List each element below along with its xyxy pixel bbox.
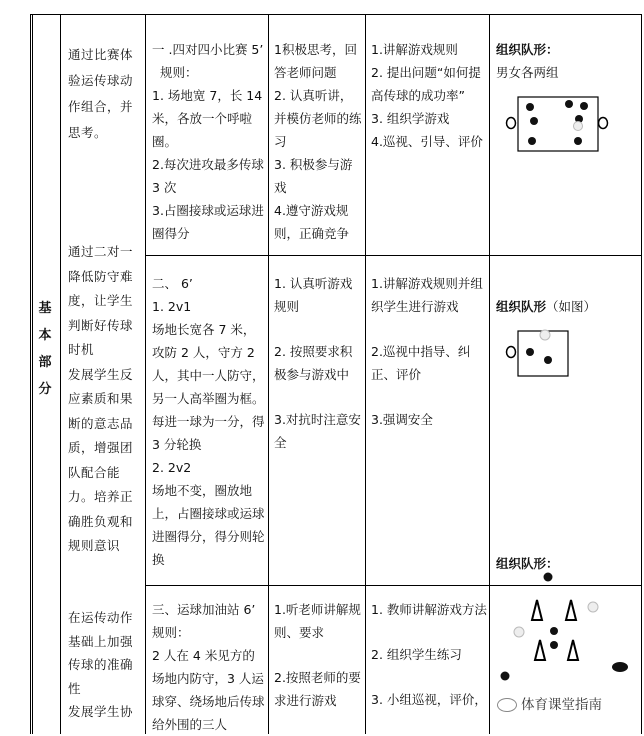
content-line: 2. 2v2 xyxy=(152,460,192,475)
content-line: 一 .四对四小比赛 5’ xyxy=(152,42,264,57)
teacher-line: 3.强调安全 xyxy=(371,412,433,427)
teacher-cell xyxy=(371,38,487,153)
student-line: 3.对抗时注意安全 xyxy=(274,412,361,450)
teacher-line: 1. 教师讲解游戏方法 xyxy=(371,602,487,617)
teacher-line: 2.巡视中指导、纠正、评价 xyxy=(371,344,471,382)
column-divider xyxy=(60,14,61,734)
org-title: 组织队形 xyxy=(496,299,547,314)
student-line: 2.按照老师的要求进行游戏 xyxy=(274,670,361,708)
content-cell xyxy=(152,272,266,571)
section-label-char: 本 xyxy=(38,328,52,343)
wechat-icon xyxy=(497,698,517,712)
goal-cell xyxy=(68,42,140,146)
content-line: 2.每次进攻最多传球 3 次 xyxy=(152,157,264,195)
student-line: 3. 积极参与游戏 xyxy=(274,157,353,195)
content-line: 二、 6’ xyxy=(152,276,193,291)
goal-cell xyxy=(68,606,140,724)
row-divider xyxy=(145,255,642,256)
student-line: 1. 认真听游戏规则 xyxy=(274,276,353,314)
teacher-line: 3. 小组巡视，评价， xyxy=(371,692,487,707)
formation-diagram-2 xyxy=(505,326,575,378)
content-line: 场地长宽各 7 米，攻防 2 人，守方 2 人，其中一人防守，另一人高举圈为框。每进一球为一分，得 3 分轮换 xyxy=(152,322,265,452)
org-title: 组织队形： xyxy=(496,556,559,571)
student-cell xyxy=(274,598,364,712)
table-border-right xyxy=(641,14,642,734)
section-label-char: 基 xyxy=(38,301,52,316)
content-line: 2 人在 4 米见方的场地内防守，3 人运球穿、绕场地后传球给外围的三人 xyxy=(152,648,265,732)
column-divider xyxy=(145,14,146,734)
student-line: 2. 认真听讲，并模仿老师的练习 xyxy=(274,88,362,149)
content-line: 3.占圈接球或运球进圈得分 xyxy=(152,203,264,241)
formation-diagram-3 xyxy=(498,572,633,682)
table-border-top xyxy=(30,14,642,15)
student-line: 2. 按照要求积极参与游戏中 xyxy=(274,344,353,382)
content-line: 场地不变，圈放地上，占圈接球或运球进圈得分，得分则轮换 xyxy=(152,483,265,567)
column-divider xyxy=(489,14,490,734)
teacher-line: 3. 组织学游戏 xyxy=(371,111,450,126)
teacher-line: 1.讲解游戏规则 xyxy=(371,42,458,57)
org-subtitle: 男女各两组 xyxy=(496,65,559,80)
goal-text: 发展学生协 xyxy=(68,704,134,719)
column-divider xyxy=(268,14,269,734)
goal-text: 通过二对一降低防守难度，让学生判断好传球时机 xyxy=(68,244,134,357)
student-cell xyxy=(274,38,364,245)
watermark xyxy=(497,693,602,713)
goal-text: 通过比赛体验运传球动作组合，并思考。 xyxy=(68,47,134,140)
teacher-line: 4.巡视、引导、评价 xyxy=(371,134,483,149)
student-cell xyxy=(274,272,364,454)
student-line: 4.遵守游戏规则，正确竞争 xyxy=(274,203,350,241)
goal-text: 发展学生反应素质和果断的意志品质，增强团队配合能力。培养正确胜负观和规则意识 xyxy=(68,366,134,553)
content-cell xyxy=(152,598,266,736)
content-line: 三、运球加油站 6’ xyxy=(152,602,256,617)
content-line: 规则： xyxy=(152,625,190,640)
student-line: 1.听老师讲解规则、要求 xyxy=(274,602,361,640)
student-line: 1积极思考，回答老师问题 xyxy=(274,42,357,80)
table-border-left xyxy=(30,14,31,734)
content-cell xyxy=(152,38,266,245)
section-label-char: 分 xyxy=(38,382,52,397)
watermark-text: 体育课堂指南 xyxy=(521,697,602,713)
organization-cell xyxy=(496,295,638,318)
content-line: 1. 2v1 xyxy=(152,299,192,314)
content-line: 1. 场地宽 7，长 14 米，各放一个呼啦圈。 xyxy=(152,88,263,149)
teacher-line: 2. 组织学生练习 xyxy=(371,647,462,662)
org-title: 组织队形： xyxy=(496,42,559,57)
goal-text: 在运传动作基础上加强传球的准确性 xyxy=(68,610,134,696)
section-label-char: 部 xyxy=(38,355,52,370)
teacher-line: 1.讲解游戏规则并组织学生进行游戏 xyxy=(371,276,483,314)
goal-cell xyxy=(68,240,140,559)
column-divider xyxy=(365,14,366,734)
teacher-cell xyxy=(371,272,487,431)
org-subtitle: （如图） xyxy=(546,299,597,314)
org-title-line xyxy=(496,295,638,318)
section-label xyxy=(32,295,58,403)
content-line: 规则： xyxy=(160,65,198,80)
formation-diagram-1 xyxy=(505,94,610,152)
teacher-line: 2. 提出问题“如何提高传球的成功率” xyxy=(371,65,481,103)
organization-cell xyxy=(496,38,638,84)
teacher-cell xyxy=(371,598,487,711)
